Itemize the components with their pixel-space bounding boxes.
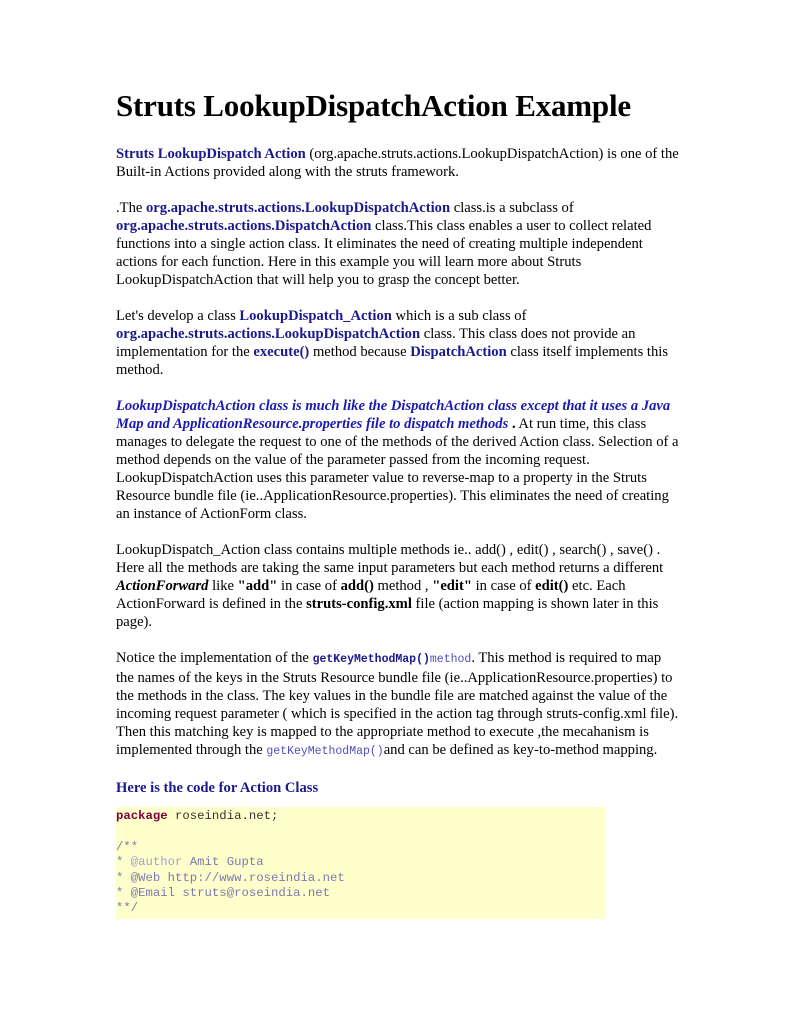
paragraph-methods [116,541,681,631]
text: method because [309,344,411,360]
text: and can be defined as key-to-method mapping. [383,742,658,758]
text: Notice the implementation of the [116,650,313,666]
code-line-blank [116,824,605,839]
page-title: Struts LookupDispatchAction Example [116,88,631,123]
code-block [116,807,605,919]
text: in case of [471,578,536,594]
code-line-comment: **/ [116,901,139,916]
paragraph-develop-class [116,307,681,379]
keyword: package [116,809,168,823]
highlight-text: LookupDispatchAction class is much like the DispatchAction class except that it uses a Java Map and ApplicationResource.properties file to dispatch methods [116,398,671,432]
intro-lead: Struts LookupDispatch Action [116,146,306,162]
code-line-comment: * @Email struts@roseindia.net [116,886,331,901]
text: . This method is required to map the names of the keys in the Struts Resource bundle file (ie..ApplicationResource.properties) to the methods in the class. The key values in the bundle file are matched against the value of the incoming request parameter ( which is specified in the action tag through struts-config.xml file). Then this matching key is mapped to the appropriate method to execute ,the mecahanism is implemented through the [116,650,679,758]
text: class itself implements this method. [116,344,669,378]
code-method-name: getKeyMethodMap() [312,653,430,666]
text: class. This class does not provide an implementation for the [116,326,636,360]
text: LookupDispatch_Action class contains multiple methods ie.. add() , edit() , search() , save() . Here all the methods are taking the same input parameters but each method returns a different [116,542,664,576]
text: like [208,578,238,594]
class-name: org.apache.struts.actions.DispatchAction [116,218,372,234]
comment-text: * [116,855,131,870]
code-word: method [429,653,472,666]
code-method-name: getKeyMethodMap() [266,745,384,758]
class-name: ActionForward [116,578,209,594]
method-name: add() [340,578,374,594]
document-page [116,88,681,919]
code-line-comment: /** [116,839,139,854]
paragraph-keymethodmap [116,649,681,761]
intro-rest: (org.apache.struts.actions.LookupDispatchAction) is one of the Built-in Actions provided along with the struts framework. [116,146,679,180]
text: .The [116,200,146,216]
code-line-comment [116,855,605,870]
text: in case of [277,578,341,594]
text: file (action mapping is shown later in this page). [116,596,659,630]
comment-tag: @author [130,855,183,870]
comment-text: Amit Gupta [182,855,264,870]
code-line-package [116,809,605,824]
class-name: org.apache.struts.actions.LookupDispatchAction [116,326,421,342]
method-name: edit() [535,578,569,594]
method-name: execute() [253,344,310,360]
text: method , [373,578,433,594]
text: etc. Each ActionForward is defined in the [116,578,626,612]
text: class.This class enables a user to collect related functions into a single action class. It eliminates the need of creating multiple independent actions for each function. Here in this example you will learn more about Struts LookupDispatchAction that will help you to grasp the concept better. [116,218,652,288]
paragraph-lookup-description [116,397,681,523]
code-heading: Here is the code for Action Class [116,780,319,796]
code-line-comment: * @Web http://www.roseindia.net [116,870,345,885]
text: which is a sub class of [391,308,527,324]
class-name: org.apache.struts.actions.LookupDispatchAction [146,200,451,216]
paragraph-intro [116,145,681,181]
text: Let's develop a class [116,308,240,324]
highlight-dot: . [508,416,516,432]
code-text: roseindia.net; [167,809,279,823]
text: At run time, this class manages to delegate the request to one of the methods of the derived Action class. Selection of a method depends on the value of the parameter passed from the incoming request. LookupDispatchAction uses this parameter value to reverse-map to a property in the Struts Resource bundle file (ie..ApplicationResource.properties). This eliminates the need of creating an instance of ActionForm class. [116,416,679,522]
forward-name: "edit" [432,578,472,594]
text: class.is a subclass of [450,200,574,216]
class-name: DispatchAction [410,344,507,360]
paragraph-subclass [116,199,681,289]
class-name: LookupDispatch_Action [239,308,392,324]
forward-name: "add" [237,578,278,594]
file-name: struts-config.xml [306,596,412,612]
